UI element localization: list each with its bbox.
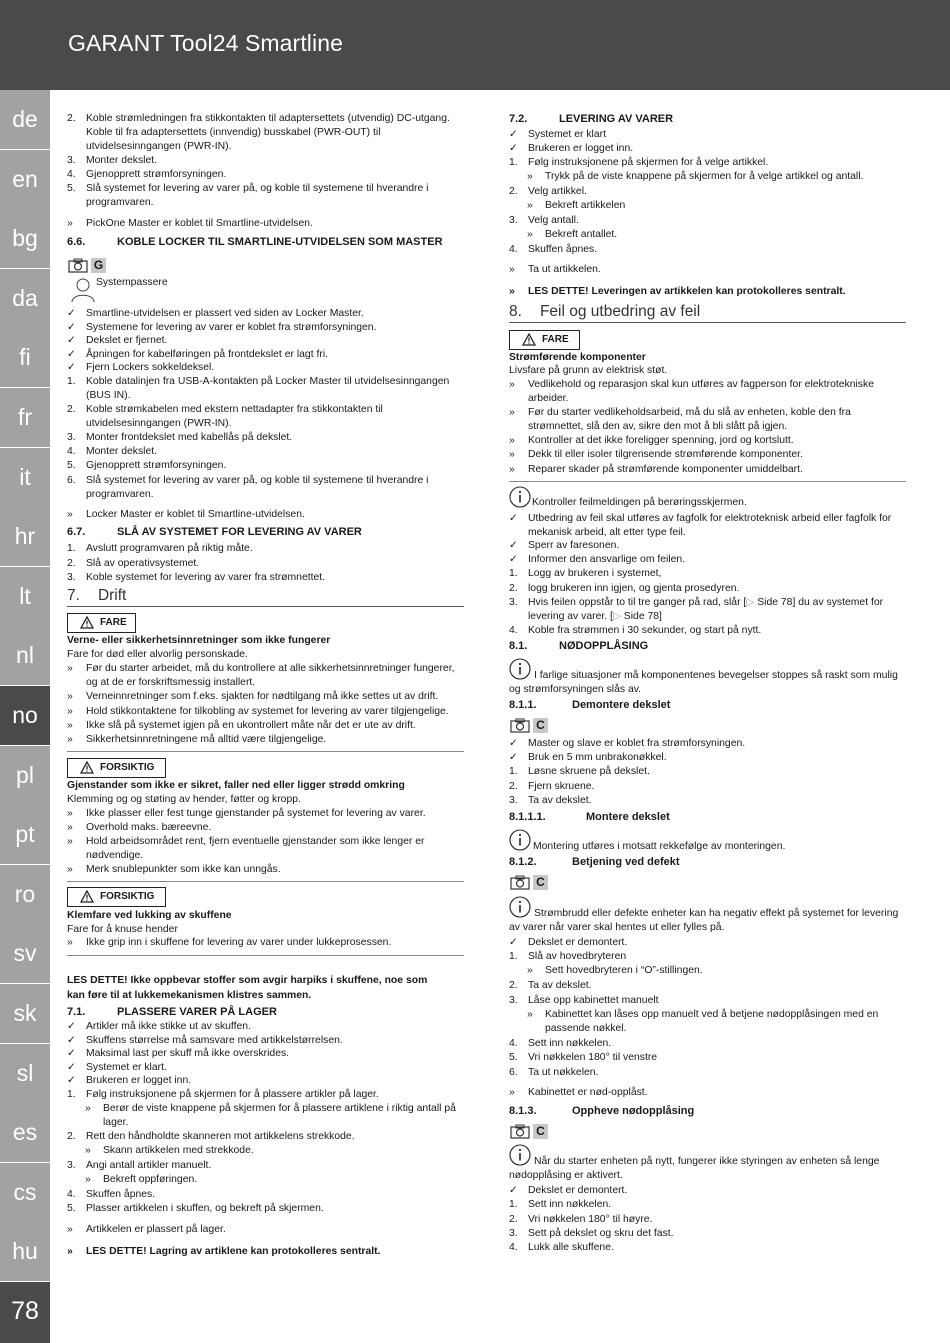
caution-badge: FORSIKTIG [67, 758, 166, 778]
level-c-badge: C [533, 875, 548, 890]
person-icon [70, 277, 96, 308]
chapter-heading-8: 8. Feil og utbedring av feil [509, 303, 906, 323]
language-tab-pt[interactable]: pt [0, 805, 50, 864]
language-tab-da[interactable]: da [0, 269, 50, 328]
level-c-badge: C [533, 1124, 548, 1139]
info-icon [509, 896, 531, 923]
warning-icon [80, 890, 94, 903]
language-sidebar [0, 90, 50, 1343]
danger-badge: FARE [509, 330, 580, 350]
language-tab-en[interactable]: en [0, 150, 50, 209]
language-tab-de[interactable]: de [0, 90, 50, 149]
level-g-badge: G [91, 258, 106, 273]
language-tab-fi[interactable]: fi [0, 328, 50, 387]
level-c-badge: C [533, 718, 548, 733]
caution-badge: FORSIKTIG [67, 887, 166, 907]
warning-icon [80, 761, 94, 774]
language-tab-nl[interactable]: nl [0, 626, 50, 685]
warning-icon [80, 616, 94, 629]
language-tab-no[interactable]: no [0, 686, 50, 745]
language-tab-cs[interactable]: cs [0, 1163, 50, 1222]
camera-icon [510, 875, 530, 895]
language-tab-sl[interactable]: sl [0, 1044, 50, 1103]
language-tab-pl[interactable]: pl [0, 746, 50, 805]
language-tab-sk[interactable]: sk [0, 984, 50, 1043]
camera-icon [510, 718, 530, 738]
info-icon [509, 486, 531, 513]
camera-icon [68, 258, 88, 278]
language-tab-bg[interactable]: bg [0, 209, 50, 268]
language-tab-es[interactable]: es [0, 1103, 50, 1162]
divider [67, 881, 464, 882]
info-icon [509, 658, 531, 685]
language-tab-fr[interactable]: fr [0, 388, 50, 447]
divider [509, 481, 906, 482]
language-tab-ro[interactable]: ro [0, 865, 50, 924]
chapter-heading-7: 7. Drift [67, 587, 464, 607]
document-title: GARANT Tool24 Smartline [68, 30, 344, 56]
danger-badge: FARE [67, 613, 136, 633]
page-header [0, 0, 950, 90]
camera-icon [510, 1124, 530, 1144]
language-tab-it[interactable]: it [0, 448, 50, 507]
info-icon [509, 1144, 531, 1171]
divider [67, 955, 464, 956]
language-tab-hu[interactable]: hu [0, 1222, 50, 1281]
language-tab-sv[interactable]: sv [0, 924, 50, 983]
divider [67, 751, 464, 752]
page-number: 78 [0, 1282, 50, 1343]
info-icon [509, 829, 531, 856]
warning-icon [522, 333, 536, 346]
language-tab-lt[interactable]: lt [0, 567, 50, 626]
language-tab-hr[interactable]: hr [0, 507, 50, 566]
